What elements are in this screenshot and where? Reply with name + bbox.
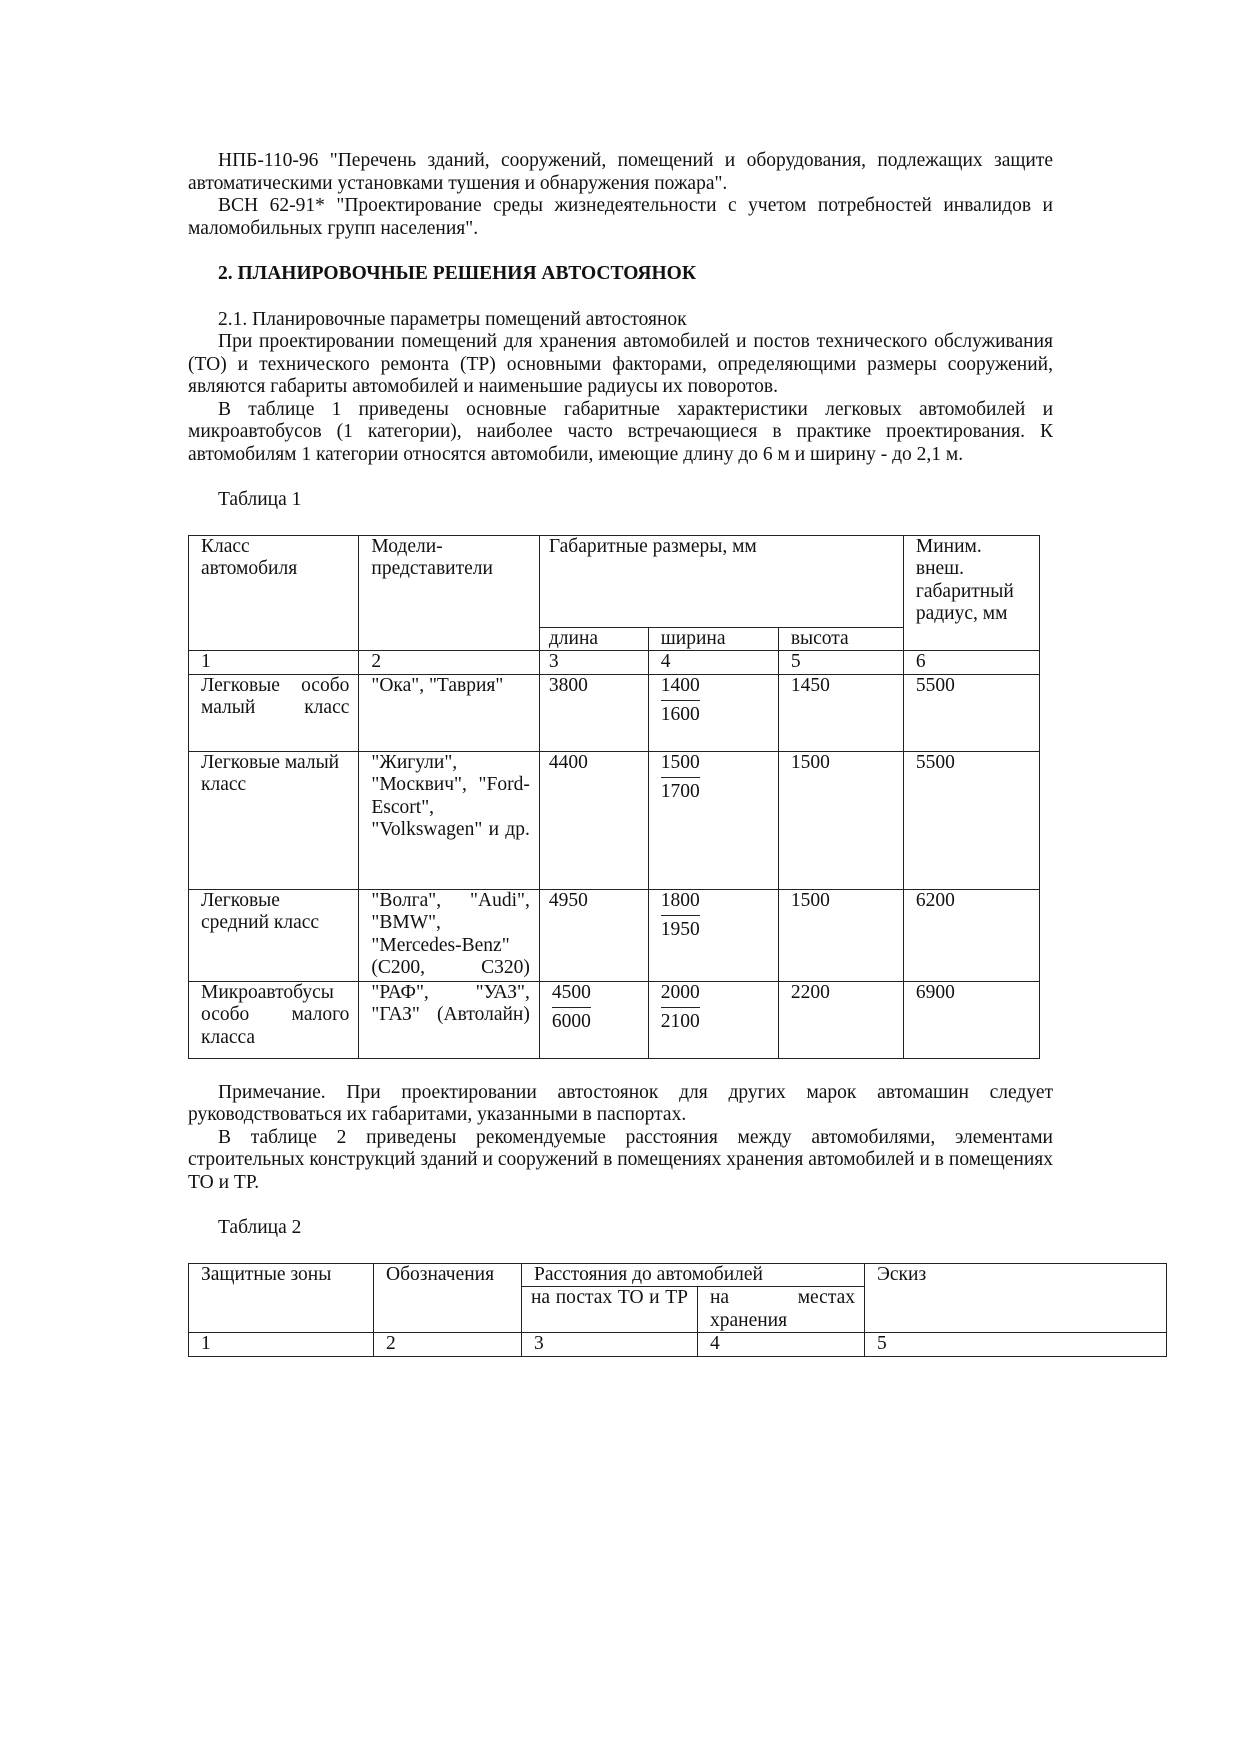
width-max: 1600 (660, 704, 700, 725)
body-paragraph: При проектировании помещений для хранения автомобилей и постов технического обслуживания (ТО) и технического ремонта (ТР) основными факторами, определяющими размеры сооружений, являются габариты автомобилей и наименьшие радиусы их поворотов. (188, 331, 1053, 397)
body-paragraph: В таблице 2 приведены рекомендуемые расстояния между автомобилями, элементами строительных конструкций зданий и сооружений в помещениях хранения автомобилей и в помещениях ТО и ТР. (188, 1126, 1053, 1193)
header-models: Модели-представители (359, 535, 539, 651)
header-storage: на местах хранения (698, 1287, 865, 1333)
cell-length: 4950 (539, 889, 648, 981)
header-zones: Защитные зоны (189, 1263, 374, 1333)
width-max: 1700 (660, 781, 700, 802)
header-class: Класс автомобиля (189, 535, 359, 651)
header-posts: на постах ТО и ТР (522, 1287, 698, 1333)
width-range (661, 890, 700, 942)
cell-width (648, 981, 778, 1058)
table-row (189, 751, 1040, 889)
column-number: 4 (698, 1333, 865, 1357)
protective-zones-table (188, 1263, 1167, 1357)
table-row (189, 981, 1040, 1058)
length-min: 4500 (552, 982, 591, 1009)
cell-width (648, 889, 778, 981)
cell-class: Легковые средний класс (189, 889, 359, 981)
cell-class: Легковые малый класс (189, 751, 359, 889)
header-width: ширина (648, 627, 778, 651)
table-row (189, 674, 1040, 751)
subsection-title: 2.1. Планировочные параметры помещений автостоянок (218, 308, 687, 330)
width-min: 1400 (661, 675, 700, 702)
width-min: 1500 (661, 752, 700, 779)
cell-radius: 5500 (903, 674, 1039, 751)
column-number: 4 (648, 651, 778, 675)
cell-height: 1500 (778, 889, 903, 981)
cell-length (539, 981, 648, 1058)
column-number: 2 (359, 651, 539, 675)
width-min: 2000 (661, 982, 700, 1009)
length-max: 6000 (551, 1011, 591, 1032)
header-radius: Миним. внеш. габаритный радиус, мм (903, 535, 1039, 651)
cell-class: Микроавтобусы особо малого класса (189, 981, 359, 1058)
header-dimensions: Габаритные размеры, мм (539, 535, 903, 627)
table1-caption: Таблица 1 (218, 489, 302, 510)
cell-radius: 6200 (903, 889, 1039, 981)
header-sketch: Эскиз (865, 1263, 1167, 1333)
cell-width (648, 674, 778, 751)
width-range (661, 752, 700, 804)
column-number: 3 (539, 651, 648, 675)
cell-class: Легковые особо малый класс (189, 674, 359, 751)
cell-height: 2200 (778, 981, 903, 1058)
column-number: 1 (189, 651, 359, 675)
cell-height: 1500 (778, 751, 903, 889)
intro-paragraph: НПБ-110-96 "Перечень зданий, сооружений, помещений и оборудования, подлежащих защите автоматическими установками тушения и обнаружения пожара". (188, 150, 1053, 194)
section-heading: 2. ПЛАНИРОВОЧНЫЕ РЕШЕНИЯ АВТОСТОЯНОК (218, 263, 696, 284)
body-paragraph: В таблице 1 приведены основные габаритные характеристики легковых автомобилей и микроавтобусов (1 категории), наиболее часто встречающиеся в практике проектирования. К автомобилям 1 категории относятся автомобили, имеющие длину до 6 м и ширину - до 2,1 м. (188, 398, 1053, 465)
vehicle-dimensions-table (188, 535, 1040, 1059)
width-range (661, 675, 700, 727)
header-designations: Обозначения (374, 1263, 522, 1333)
column-number: 2 (374, 1333, 522, 1357)
width-min: 1800 (661, 890, 700, 917)
header-height: высота (778, 627, 903, 651)
cell-models: "Жигули", "Москвич", "Ford-Escort", "Volkswagen" и др. (359, 751, 539, 889)
cell-models: "Ока", "Таврия" (359, 674, 539, 751)
table-row (189, 889, 1040, 981)
cell-radius: 6900 (903, 981, 1039, 1058)
document-page (188, 150, 1053, 1357)
cell-models: "РАФ", "УАЗ", "ГАЗ" (Автолайн) (359, 981, 539, 1058)
cell-length: 3800 (539, 674, 648, 751)
header-length: длина (539, 627, 648, 651)
cell-radius: 5500 (903, 751, 1039, 889)
cell-length: 4400 (539, 751, 648, 889)
header-distances: Расстояния до автомобилей (522, 1263, 865, 1287)
column-number: 5 (778, 651, 903, 675)
column-number: 3 (522, 1333, 698, 1357)
cell-height: 1450 (778, 674, 903, 751)
length-range (552, 982, 591, 1034)
width-max: 2100 (660, 1011, 700, 1032)
column-number: 5 (865, 1333, 1167, 1357)
cell-width (648, 751, 778, 889)
note-paragraph: Примечание. При проектировании автостоянок для других марок автомашин следует руководствоваться их габаритами, указанными в паспортах. (188, 1081, 1053, 1125)
cell-models: "Волга", "Audi", "BMW", "Mercedes-Benz" (C200, C320) (359, 889, 539, 981)
width-max: 1950 (660, 919, 700, 940)
column-number: 6 (903, 651, 1039, 675)
intro-paragraph: ВСН 62-91* "Проектирование среды жизнедеятельности с учетом потребностей инвалидов и маломобильных групп населения". (188, 195, 1053, 239)
width-range (661, 982, 700, 1034)
column-number: 1 (189, 1333, 374, 1357)
table2-caption: Таблица 2 (218, 1217, 302, 1238)
